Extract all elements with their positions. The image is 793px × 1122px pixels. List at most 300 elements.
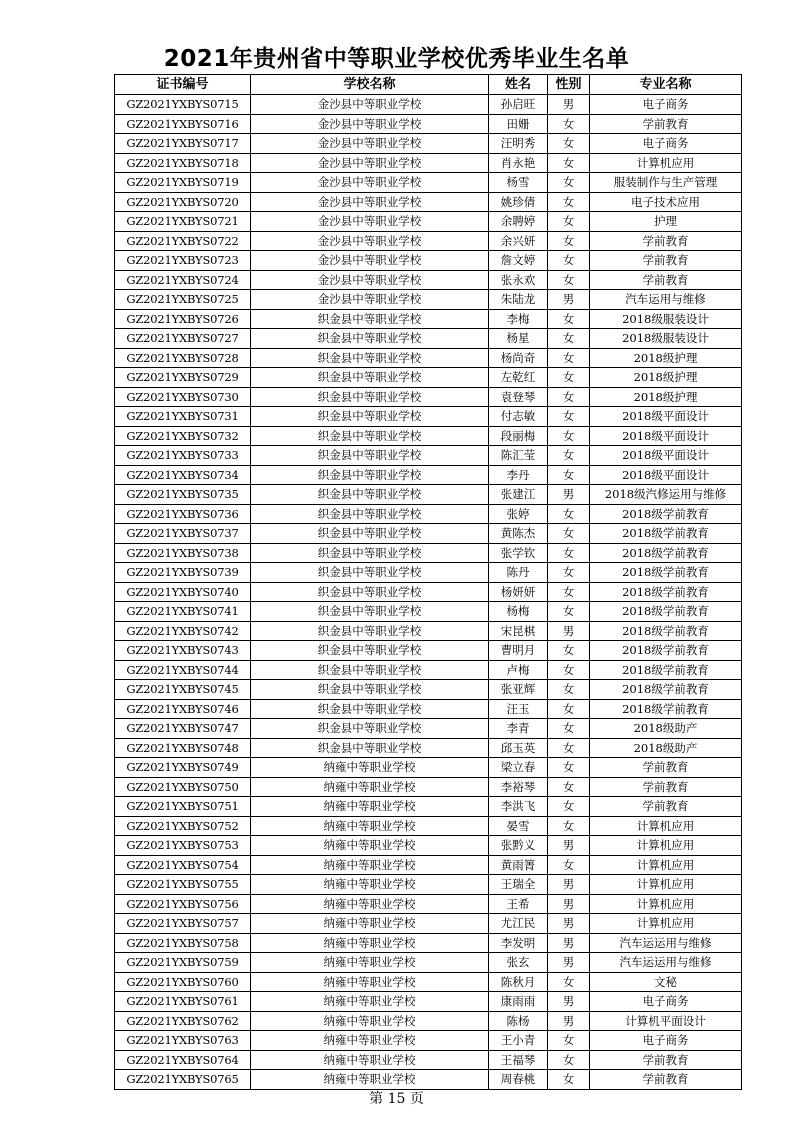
- table-row: [115, 563, 742, 583]
- gender-cell: 女: [548, 426, 590, 446]
- cert-number-cell: GZ2021YXBYS0764: [115, 1050, 251, 1070]
- school-cell: 织金县中等职业学校: [251, 309, 489, 329]
- name-cell: 左乾红: [489, 368, 548, 388]
- major-cell: 2018级护理: [590, 348, 742, 368]
- name-cell: 曹明月: [489, 641, 548, 661]
- gender-cell: 女: [548, 972, 590, 992]
- table-row: [115, 1031, 742, 1051]
- gender-cell: 男: [548, 992, 590, 1012]
- gender-cell: 女: [548, 231, 590, 251]
- gender-cell: 男: [548, 836, 590, 856]
- school-cell: 织金县中等职业学校: [251, 543, 489, 563]
- gender-cell: 女: [548, 153, 590, 173]
- name-cell: 姚珍倩: [489, 192, 548, 212]
- major-cell: 汽车运运用与维修: [590, 933, 742, 953]
- school-cell: 金沙县中等职业学校: [251, 290, 489, 310]
- name-cell: 陈杨: [489, 1011, 548, 1031]
- name-cell: 陈汇莹: [489, 446, 548, 466]
- table-row: [115, 875, 742, 895]
- major-cell: 计算机应用: [590, 875, 742, 895]
- table-row: [115, 524, 742, 544]
- cert-number-cell: GZ2021YXBYS0717: [115, 134, 251, 154]
- gender-cell: 女: [548, 270, 590, 290]
- name-cell: 陈丹: [489, 563, 548, 583]
- gender-cell: 男: [548, 953, 590, 973]
- table-row: [115, 680, 742, 700]
- gender-cell: 女: [548, 680, 590, 700]
- school-cell: 金沙县中等职业学校: [251, 231, 489, 251]
- gender-cell: 女: [548, 797, 590, 817]
- cert-number-cell: GZ2021YXBYS0724: [115, 270, 251, 290]
- table-row: [115, 114, 742, 134]
- table-row: [115, 1050, 742, 1070]
- school-cell: 金沙县中等职业学校: [251, 153, 489, 173]
- page-number: 第 15 页: [369, 1091, 424, 1107]
- major-cell: 计算机应用: [590, 836, 742, 856]
- cert-number-cell: GZ2021YXBYS0745: [115, 680, 251, 700]
- table-row: [115, 192, 742, 212]
- gender-cell: 女: [548, 387, 590, 407]
- gender-cell: 女: [548, 524, 590, 544]
- cert-number-cell: GZ2021YXBYS0747: [115, 719, 251, 739]
- major-cell: 计算机应用: [590, 914, 742, 934]
- table-row: [115, 641, 742, 661]
- gender-cell: 女: [548, 212, 590, 232]
- gender-cell: 女: [548, 329, 590, 349]
- school-cell: 纳雍中等职业学校: [251, 914, 489, 934]
- school-cell: 纳雍中等职业学校: [251, 953, 489, 973]
- cert-number-cell: GZ2021YXBYS0742: [115, 621, 251, 641]
- school-cell: 金沙县中等职业学校: [251, 134, 489, 154]
- major-cell: 计算机应用: [590, 153, 742, 173]
- school-cell: 纳雍中等职业学校: [251, 933, 489, 953]
- table-row: [115, 212, 742, 232]
- gender-cell: 女: [548, 368, 590, 388]
- gender-cell: 女: [548, 719, 590, 739]
- cert-number-cell: GZ2021YXBYS0736: [115, 504, 251, 524]
- gender-cell: 女: [548, 407, 590, 427]
- school-cell: 织金县中等职业学校: [251, 680, 489, 700]
- table-row: [115, 446, 742, 466]
- table-row: [115, 719, 742, 739]
- name-cell: 卢梅: [489, 660, 548, 680]
- column-header-school: 学校名称: [251, 75, 489, 95]
- table-row: [115, 660, 742, 680]
- table-row: [115, 134, 742, 154]
- name-cell: 段丽梅: [489, 426, 548, 446]
- school-cell: 纳雍中等职业学校: [251, 875, 489, 895]
- major-cell: 学前教育: [590, 777, 742, 797]
- gender-cell: 男: [548, 290, 590, 310]
- major-cell: 学前教育: [590, 251, 742, 271]
- cert-number-cell: GZ2021YXBYS0740: [115, 582, 251, 602]
- gender-cell: 女: [548, 134, 590, 154]
- cert-number-cell: GZ2021YXBYS0728: [115, 348, 251, 368]
- cert-number-cell: GZ2021YXBYS0720: [115, 192, 251, 212]
- name-cell: 杨星: [489, 329, 548, 349]
- gender-cell: 女: [548, 563, 590, 583]
- major-cell: 2018级平面设计: [590, 465, 742, 485]
- name-cell: 汪玉: [489, 699, 548, 719]
- school-cell: 纳雍中等职业学校: [251, 972, 489, 992]
- major-cell: 文秘: [590, 972, 742, 992]
- major-cell: 2018级平面设计: [590, 407, 742, 427]
- major-cell: 2018级助产: [590, 719, 742, 739]
- table-body: [115, 95, 742, 1090]
- major-cell: 计算机应用: [590, 855, 742, 875]
- cert-number-cell: GZ2021YXBYS0754: [115, 855, 251, 875]
- gender-cell: 女: [548, 738, 590, 758]
- table-row: [115, 153, 742, 173]
- cert-number-cell: GZ2021YXBYS0715: [115, 95, 251, 115]
- gender-cell: 女: [548, 309, 590, 329]
- cert-number-cell: GZ2021YXBYS0765: [115, 1070, 251, 1090]
- name-cell: 肖永艳: [489, 153, 548, 173]
- cert-number-cell: GZ2021YXBYS0763: [115, 1031, 251, 1051]
- table-row: [115, 1070, 742, 1090]
- cert-number-cell: GZ2021YXBYS0743: [115, 641, 251, 661]
- gender-cell: 男: [548, 875, 590, 895]
- cert-number-cell: GZ2021YXBYS0734: [115, 465, 251, 485]
- school-cell: 织金县中等职业学校: [251, 329, 489, 349]
- major-cell: 2018级学前教育: [590, 641, 742, 661]
- cert-number-cell: GZ2021YXBYS0762: [115, 1011, 251, 1031]
- major-cell: 学前教育: [590, 1070, 742, 1090]
- major-cell: 2018级学前教育: [590, 699, 742, 719]
- gender-cell: 女: [548, 699, 590, 719]
- major-cell: 2018级学前教育: [590, 582, 742, 602]
- name-cell: 王福琴: [489, 1050, 548, 1070]
- table-row: [115, 426, 742, 446]
- major-cell: 计算机应用: [590, 816, 742, 836]
- gender-cell: 女: [548, 855, 590, 875]
- name-cell: 张黔义: [489, 836, 548, 856]
- school-cell: 金沙县中等职业学校: [251, 95, 489, 115]
- table-row: [115, 953, 742, 973]
- major-cell: 电子技术应用: [590, 192, 742, 212]
- name-cell: 张永欢: [489, 270, 548, 290]
- cert-number-cell: GZ2021YXBYS0737: [115, 524, 251, 544]
- major-cell: 2018级服装设计: [590, 309, 742, 329]
- cert-number-cell: GZ2021YXBYS0731: [115, 407, 251, 427]
- name-cell: 张亚辉: [489, 680, 548, 700]
- gender-cell: 男: [548, 621, 590, 641]
- table-row: [115, 543, 742, 563]
- table-row: [115, 914, 742, 934]
- name-cell: 朱陆龙: [489, 290, 548, 310]
- cert-number-cell: GZ2021YXBYS0750: [115, 777, 251, 797]
- major-cell: 计算机应用: [590, 894, 742, 914]
- gender-cell: 男: [548, 933, 590, 953]
- major-cell: 电子商务: [590, 95, 742, 115]
- school-cell: 金沙县中等职业学校: [251, 114, 489, 134]
- major-cell: 2018级学前教育: [590, 660, 742, 680]
- gender-cell: 女: [548, 504, 590, 524]
- name-cell: 杨雪: [489, 173, 548, 193]
- name-cell: 张玄: [489, 953, 548, 973]
- school-cell: 织金县中等职业学校: [251, 446, 489, 466]
- name-cell: 黄陈杰: [489, 524, 548, 544]
- school-cell: 纳雍中等职业学校: [251, 797, 489, 817]
- school-cell: 织金县中等职业学校: [251, 368, 489, 388]
- school-cell: 纳雍中等职业学校: [251, 1031, 489, 1051]
- cert-number-cell: GZ2021YXBYS0749: [115, 758, 251, 778]
- gender-cell: 女: [548, 641, 590, 661]
- school-cell: 金沙县中等职业学校: [251, 173, 489, 193]
- table-row: [115, 270, 742, 290]
- gender-cell: 女: [548, 758, 590, 778]
- name-cell: 王小青: [489, 1031, 548, 1051]
- major-cell: 电子商务: [590, 992, 742, 1012]
- gender-cell: 男: [548, 485, 590, 505]
- cert-number-cell: GZ2021YXBYS0730: [115, 387, 251, 407]
- name-cell: 尤江民: [489, 914, 548, 934]
- school-cell: 织金县中等职业学校: [251, 699, 489, 719]
- school-cell: 织金县中等职业学校: [251, 407, 489, 427]
- gender-cell: 男: [548, 894, 590, 914]
- column-header-name: 姓名: [489, 75, 548, 95]
- school-cell: 织金县中等职业学校: [251, 426, 489, 446]
- cert-number-cell: GZ2021YXBYS0733: [115, 446, 251, 466]
- name-cell: 詹文婷: [489, 251, 548, 271]
- gender-cell: 女: [548, 192, 590, 212]
- cert-number-cell: GZ2021YXBYS0725: [115, 290, 251, 310]
- table-row: [115, 855, 742, 875]
- name-cell: 李丹: [489, 465, 548, 485]
- major-cell: 电子商务: [590, 1031, 742, 1051]
- major-cell: 2018级学前教育: [590, 543, 742, 563]
- table-row: [115, 1011, 742, 1031]
- table-row: [115, 621, 742, 641]
- name-cell: 李梅: [489, 309, 548, 329]
- gender-cell: 女: [548, 348, 590, 368]
- cert-number-cell: GZ2021YXBYS0735: [115, 485, 251, 505]
- major-cell: 2018级学前教育: [590, 621, 742, 641]
- name-cell: 康雨雨: [489, 992, 548, 1012]
- major-cell: 2018级护理: [590, 387, 742, 407]
- cert-number-cell: GZ2021YXBYS0722: [115, 231, 251, 251]
- school-cell: 织金县中等职业学校: [251, 582, 489, 602]
- name-cell: 晏雪: [489, 816, 548, 836]
- major-cell: 2018级学前教育: [590, 524, 742, 544]
- major-cell: 2018级服装设计: [590, 329, 742, 349]
- cert-number-cell: GZ2021YXBYS0746: [115, 699, 251, 719]
- school-cell: 纳雍中等职业学校: [251, 836, 489, 856]
- cert-number-cell: GZ2021YXBYS0758: [115, 933, 251, 953]
- gender-cell: 女: [548, 114, 590, 134]
- name-cell: 宋昆棋: [489, 621, 548, 641]
- major-cell: 2018级助产: [590, 738, 742, 758]
- cert-number-cell: GZ2021YXBYS0760: [115, 972, 251, 992]
- cert-number-cell: GZ2021YXBYS0753: [115, 836, 251, 856]
- cert-number-cell: GZ2021YXBYS0726: [115, 309, 251, 329]
- major-cell: 汽车运运用与维修: [590, 953, 742, 973]
- table-row: [115, 797, 742, 817]
- name-cell: 李青: [489, 719, 548, 739]
- major-cell: 学前教育: [590, 114, 742, 134]
- gender-cell: 女: [548, 251, 590, 271]
- cert-number-cell: GZ2021YXBYS0739: [115, 563, 251, 583]
- school-cell: 织金县中等职业学校: [251, 504, 489, 524]
- table-row: [115, 777, 742, 797]
- table-row: [115, 836, 742, 856]
- gender-cell: 女: [548, 777, 590, 797]
- cert-number-cell: GZ2021YXBYS0744: [115, 660, 251, 680]
- school-cell: 纳雍中等职业学校: [251, 1011, 489, 1031]
- table-header-row: [115, 75, 742, 95]
- name-cell: 王瑞全: [489, 875, 548, 895]
- school-cell: 纳雍中等职业学校: [251, 1070, 489, 1090]
- table-row: [115, 504, 742, 524]
- cert-number-cell: GZ2021YXBYS0752: [115, 816, 251, 836]
- name-cell: 王希: [489, 894, 548, 914]
- cert-number-cell: GZ2021YXBYS0741: [115, 602, 251, 622]
- table-row: [115, 309, 742, 329]
- gender-cell: 女: [548, 1050, 590, 1070]
- gender-cell: 女: [548, 816, 590, 836]
- name-cell: 张建江: [489, 485, 548, 505]
- school-cell: 金沙县中等职业学校: [251, 212, 489, 232]
- cert-number-cell: GZ2021YXBYS0756: [115, 894, 251, 914]
- cert-number-cell: GZ2021YXBYS0748: [115, 738, 251, 758]
- major-cell: 学前教育: [590, 797, 742, 817]
- column-header-cert-no: 证书编号: [115, 75, 251, 95]
- cert-number-cell: GZ2021YXBYS0729: [115, 368, 251, 388]
- table-row: [115, 251, 742, 271]
- gender-cell: 女: [548, 602, 590, 622]
- cert-number-cell: GZ2021YXBYS0718: [115, 153, 251, 173]
- name-cell: 周春桃: [489, 1070, 548, 1090]
- school-cell: 金沙县中等职业学校: [251, 251, 489, 271]
- gender-cell: 男: [548, 1011, 590, 1031]
- cert-number-cell: GZ2021YXBYS0723: [115, 251, 251, 271]
- gender-cell: 女: [548, 1031, 590, 1051]
- name-cell: 余兴妍: [489, 231, 548, 251]
- name-cell: 张婷: [489, 504, 548, 524]
- major-cell: 学前教育: [590, 758, 742, 778]
- major-cell: 电子商务: [590, 134, 742, 154]
- table-row: [115, 699, 742, 719]
- table-row: [115, 758, 742, 778]
- name-cell: 张学钦: [489, 543, 548, 563]
- school-cell: 织金县中等职业学校: [251, 641, 489, 661]
- cert-number-cell: GZ2021YXBYS0755: [115, 875, 251, 895]
- gender-cell: 女: [548, 582, 590, 602]
- major-cell: 2018级平面设计: [590, 446, 742, 466]
- table-row: [115, 368, 742, 388]
- school-cell: 织金县中等职业学校: [251, 719, 489, 739]
- name-cell: 田姗: [489, 114, 548, 134]
- page-title: 2021年贵州省中等职业学校优秀毕业生名单: [163, 46, 630, 72]
- gender-cell: 女: [548, 543, 590, 563]
- name-cell: 余聘婷: [489, 212, 548, 232]
- major-cell: 计算机平面设计: [590, 1011, 742, 1031]
- name-cell: 邱玉英: [489, 738, 548, 758]
- table-row: [115, 816, 742, 836]
- cert-number-cell: GZ2021YXBYS0719: [115, 173, 251, 193]
- name-cell: 黄雨箐: [489, 855, 548, 875]
- cert-number-cell: GZ2021YXBYS0757: [115, 914, 251, 934]
- major-cell: 护理: [590, 212, 742, 232]
- table-row: [115, 290, 742, 310]
- name-cell: 杨梅: [489, 602, 548, 622]
- name-cell: 孙启旺: [489, 95, 548, 115]
- name-cell: 陈秋月: [489, 972, 548, 992]
- cert-number-cell: GZ2021YXBYS0738: [115, 543, 251, 563]
- cert-number-cell: GZ2021YXBYS0732: [115, 426, 251, 446]
- table-row: [115, 329, 742, 349]
- major-cell: 2018级汽修运用与维修: [590, 485, 742, 505]
- major-cell: 2018级平面设计: [590, 426, 742, 446]
- school-cell: 织金县中等职业学校: [251, 465, 489, 485]
- cert-number-cell: GZ2021YXBYS0716: [115, 114, 251, 134]
- table-row: [115, 407, 742, 427]
- cert-number-cell: GZ2021YXBYS0759: [115, 953, 251, 973]
- table-row: [115, 231, 742, 251]
- major-cell: 2018级学前教育: [590, 504, 742, 524]
- school-cell: 纳雍中等职业学校: [251, 992, 489, 1012]
- major-cell: 学前教育: [590, 231, 742, 251]
- school-cell: 织金县中等职业学校: [251, 660, 489, 680]
- graduate-table: [114, 74, 742, 1090]
- name-cell: 杨尚奇: [489, 348, 548, 368]
- school-cell: 织金县中等职业学校: [251, 621, 489, 641]
- table-row: [115, 602, 742, 622]
- table-row: [115, 582, 742, 602]
- school-cell: 织金县中等职业学校: [251, 563, 489, 583]
- name-cell: 付志敏: [489, 407, 548, 427]
- gender-cell: 女: [548, 1070, 590, 1090]
- major-cell: 学前教育: [590, 270, 742, 290]
- table-row: [115, 933, 742, 953]
- table-row: [115, 173, 742, 193]
- gender-cell: 男: [548, 914, 590, 934]
- name-cell: 李发明: [489, 933, 548, 953]
- cert-number-cell: GZ2021YXBYS0727: [115, 329, 251, 349]
- school-cell: 织金县中等职业学校: [251, 387, 489, 407]
- school-cell: 纳雍中等职业学校: [251, 855, 489, 875]
- table-row: [115, 738, 742, 758]
- table-row: [115, 972, 742, 992]
- cert-number-cell: GZ2021YXBYS0721: [115, 212, 251, 232]
- table-row: [115, 992, 742, 1012]
- table-row: [115, 95, 742, 115]
- school-cell: 金沙县中等职业学校: [251, 270, 489, 290]
- table-row: [115, 894, 742, 914]
- school-cell: 织金县中等职业学校: [251, 738, 489, 758]
- name-cell: 杨妍妍: [489, 582, 548, 602]
- major-cell: 2018级学前教育: [590, 680, 742, 700]
- gender-cell: 女: [548, 446, 590, 466]
- gender-cell: 女: [548, 465, 590, 485]
- name-cell: 梁立春: [489, 758, 548, 778]
- name-cell: 李裕琴: [489, 777, 548, 797]
- school-cell: 纳雍中等职业学校: [251, 816, 489, 836]
- table-row: [115, 348, 742, 368]
- school-cell: 金沙县中等职业学校: [251, 192, 489, 212]
- school-cell: 纳雍中等职业学校: [251, 777, 489, 797]
- table-row: [115, 465, 742, 485]
- major-cell: 2018级学前教育: [590, 563, 742, 583]
- table-row: [115, 485, 742, 505]
- gender-cell: 女: [548, 660, 590, 680]
- major-cell: 汽车运用与维修: [590, 290, 742, 310]
- major-cell: 2018级护理: [590, 368, 742, 388]
- gender-cell: 男: [548, 95, 590, 115]
- school-cell: 纳雍中等职业学校: [251, 758, 489, 778]
- school-cell: 织金县中等职业学校: [251, 348, 489, 368]
- name-cell: 李洪飞: [489, 797, 548, 817]
